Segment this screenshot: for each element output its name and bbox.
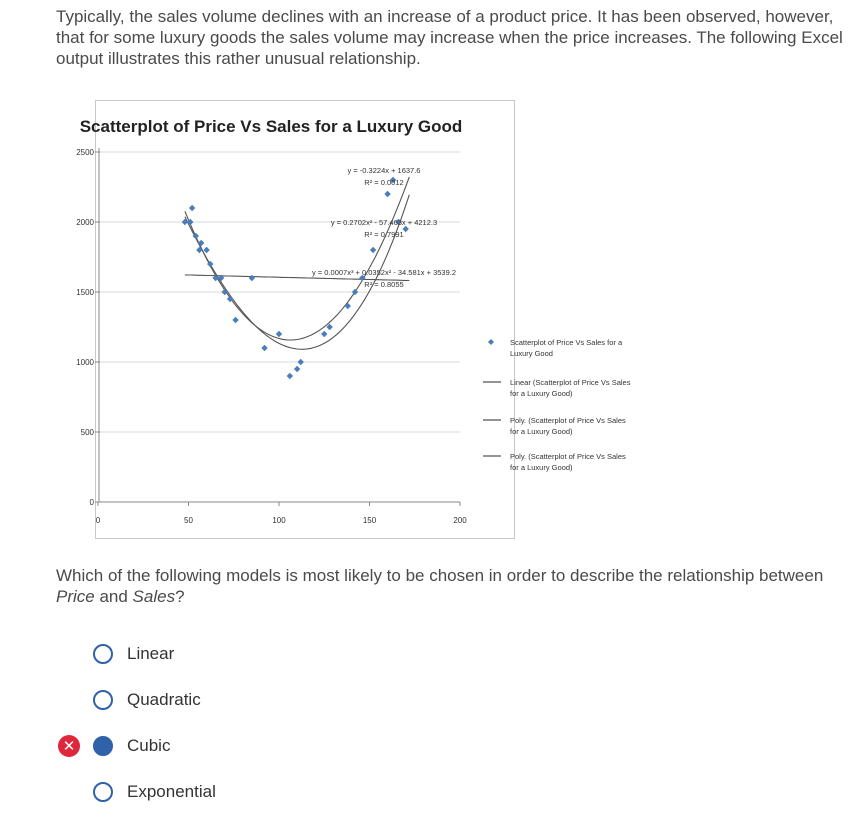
trend-r2: R² = 0.0012 [364,178,404,187]
y-tick-label: 2500 [76,148,94,157]
legend-label: Poly. (Scatterplot of Price Vs Sales [510,416,626,425]
option-label-cubic: Cubic [127,736,171,755]
radio-linear[interactable] [93,644,113,664]
trend-r2: R² = 0.7991 [364,230,404,239]
data-point [249,275,255,281]
radio-quadratic[interactable] [93,690,113,710]
legend-label: Linear (Scatterplot of Price Vs Sales [510,378,631,387]
trend-r2: R² = 0.8055 [364,280,404,289]
data-point [384,191,390,197]
y-tick-label: 0 [89,498,94,507]
x-tick-label: 200 [453,516,467,525]
data-point [287,373,293,379]
data-point [232,317,238,323]
scatter-chart [76,100,631,539]
data-point [370,247,376,253]
x-tick-label: 150 [362,516,377,525]
option-label-quadratic: Quadratic [127,690,201,709]
legend-label-cont: for a Luxury Good) [510,427,573,436]
trendline-poly2 [185,177,409,340]
legend-label: Poly. (Scatterplot of Price Vs Sales [510,452,626,461]
legend-label: Scatterplot of Price Vs Sales for a [510,338,623,347]
chart-title: Scatterplot of Price Vs Sales for a Luxury Good [79,117,463,136]
legend-marker [488,339,494,345]
prompt-end: ? [175,587,185,606]
chart-canvas [76,101,631,538]
question-intro: Typically, the sales volume declines with an increase of a product price. It has been observed, however, that for some luxury goods the sales volume may increase when the price increases. The following Excel output illustrates this rather unusual relationship. [56,7,843,68]
trend-equation: y = -0.3224x + 1637.6 [347,166,421,175]
y-tick-label: 2000 [76,218,94,227]
x-tick-label: 0 [95,516,101,525]
data-point [203,247,209,253]
prompt-var-price: Price [56,587,95,606]
option-quadratic[interactable] [93,688,201,712]
prompt-text: Which of the following models is most likely to be chosen in order to describe the relationship between [56,566,824,585]
option-label-linear: Linear [127,644,175,663]
y-tick-label: 1500 [76,288,94,297]
x-icon: ✕ [58,735,80,757]
prompt-var-sales: Sales [132,587,176,606]
prompt-and: and [94,587,133,606]
data-point [261,345,267,351]
legend-label-cont: Luxury Good [510,349,553,358]
y-tick-label: 500 [80,428,94,437]
data-point [294,366,300,372]
data-point [345,303,351,309]
data-point [276,331,282,337]
option-label-exponential: Exponential [127,782,216,801]
legend-label-cont: for a Luxury Good) [510,389,573,398]
legend-label-cont: for a Luxury Good) [510,463,573,472]
radio-cubic[interactable] [93,736,113,756]
x-tick-label: 50 [184,516,193,525]
trend-equation: y = 0.0007x³ + 0.0352x² - 34.581x + 3539.2 [311,268,457,277]
question-prompt [56,565,846,607]
x-tick-label: 100 [272,516,286,525]
option-linear[interactable] [93,642,174,666]
data-point [298,359,304,365]
trend-equation: y = 0.2702x² - 57.463x + 4212.3 [330,218,438,227]
option-cubic[interactable] [93,734,170,758]
y-tick-label: 1000 [76,358,94,367]
radio-exponential[interactable] [93,782,113,802]
data-point [321,331,327,337]
option-exponential[interactable] [93,780,216,804]
data-point [189,205,195,211]
